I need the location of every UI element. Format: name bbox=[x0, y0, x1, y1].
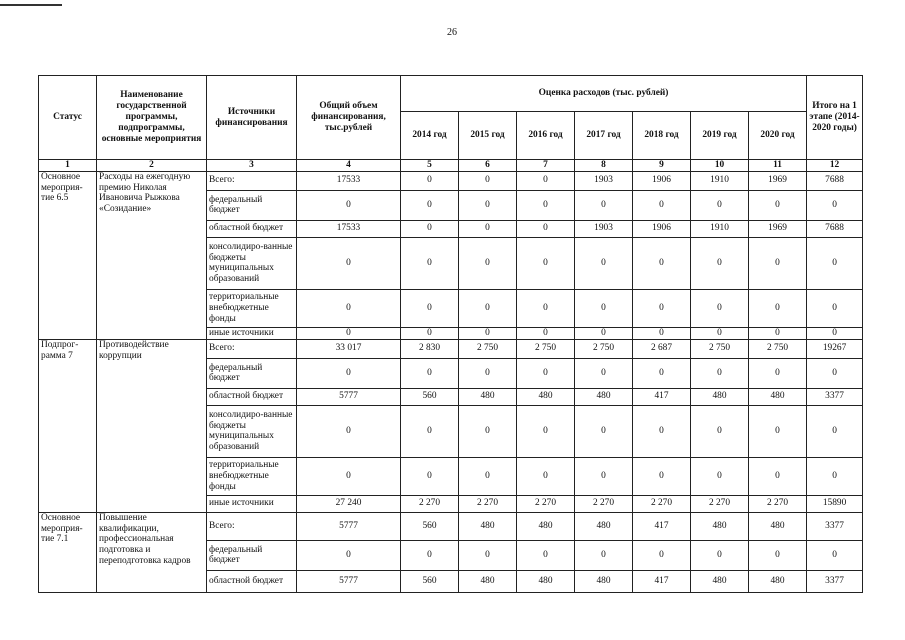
value-cell: 2 270 bbox=[401, 495, 459, 512]
header-year: 2017 год bbox=[575, 112, 633, 160]
value-cell: 0 bbox=[459, 220, 517, 237]
value-cell: 480 bbox=[749, 512, 807, 540]
value-cell: 0 bbox=[575, 457, 633, 495]
source-cell: Всего: bbox=[207, 339, 297, 358]
value-cell: 7688 bbox=[807, 171, 863, 190]
value-cell: 0 bbox=[691, 289, 749, 327]
value-cell: 0 bbox=[633, 327, 691, 339]
header-year: 2019 год bbox=[691, 112, 749, 160]
value-cell: 0 bbox=[691, 540, 749, 570]
value-cell: 1906 bbox=[633, 171, 691, 190]
value-cell: 17533 bbox=[297, 171, 401, 190]
value-cell: 0 bbox=[807, 540, 863, 570]
value-cell: 480 bbox=[575, 512, 633, 540]
value-cell: 0 bbox=[575, 405, 633, 457]
value-cell: 2 270 bbox=[517, 495, 575, 512]
source-cell: Всего: bbox=[207, 171, 297, 190]
measure-name-cell: Расходы на ежегодную премию Николая Ивановича Рыжкова «Созидание» bbox=[97, 171, 207, 339]
header-year: 2016 год bbox=[517, 112, 575, 160]
column-number: 8 bbox=[575, 160, 633, 172]
table-row bbox=[39, 512, 863, 540]
value-cell: 2 270 bbox=[575, 495, 633, 512]
value-cell: 480 bbox=[575, 570, 633, 592]
measure-name-cell: Противодействие коррупции bbox=[97, 339, 207, 512]
value-cell: 480 bbox=[517, 570, 575, 592]
corner-mark bbox=[0, 0, 62, 6]
value-cell: 0 bbox=[459, 540, 517, 570]
value-cell: 0 bbox=[575, 289, 633, 327]
value-cell: 0 bbox=[691, 358, 749, 388]
status-cell: Основное мероприя-тие 6.5 bbox=[39, 171, 97, 339]
value-cell: 0 bbox=[297, 405, 401, 457]
column-number: 2 bbox=[97, 160, 207, 172]
value-cell: 0 bbox=[633, 289, 691, 327]
value-cell: 0 bbox=[401, 237, 459, 289]
value-cell: 0 bbox=[401, 358, 459, 388]
value-cell: 0 bbox=[807, 289, 863, 327]
value-cell: 2 750 bbox=[749, 339, 807, 358]
value-cell: 0 bbox=[691, 237, 749, 289]
value-cell: 0 bbox=[401, 190, 459, 220]
header-year: 2015 год bbox=[459, 112, 517, 160]
value-cell: 0 bbox=[691, 405, 749, 457]
value-cell: 0 bbox=[517, 540, 575, 570]
value-cell: 1969 bbox=[749, 171, 807, 190]
value-cell: 0 bbox=[459, 190, 517, 220]
source-cell: федеральный бюджет bbox=[207, 540, 297, 570]
value-cell: 480 bbox=[459, 512, 517, 540]
value-cell: 2 830 bbox=[401, 339, 459, 358]
column-number: 1 bbox=[39, 160, 97, 172]
value-cell: 0 bbox=[459, 289, 517, 327]
value-cell: 0 bbox=[517, 289, 575, 327]
value-cell: 2 270 bbox=[459, 495, 517, 512]
value-cell: 0 bbox=[691, 457, 749, 495]
value-cell: 0 bbox=[401, 540, 459, 570]
value-cell: 1969 bbox=[749, 220, 807, 237]
source-cell: консолидиро-ванные бюджеты муниципальных образований bbox=[207, 405, 297, 457]
value-cell: 0 bbox=[807, 358, 863, 388]
value-cell: 0 bbox=[807, 327, 863, 339]
source-cell: федеральный бюджет bbox=[207, 190, 297, 220]
value-cell: 0 bbox=[575, 190, 633, 220]
value-cell: 1910 bbox=[691, 220, 749, 237]
value-cell: 0 bbox=[749, 190, 807, 220]
source-cell: областной бюджет bbox=[207, 388, 297, 405]
value-cell: 0 bbox=[297, 289, 401, 327]
value-cell: 480 bbox=[517, 388, 575, 405]
column-number: 12 bbox=[807, 160, 863, 172]
value-cell: 2 750 bbox=[459, 339, 517, 358]
status-cell: Основное мероприя-тие 7.1 bbox=[39, 512, 97, 592]
value-cell: 560 bbox=[401, 570, 459, 592]
header-status: Статус bbox=[39, 76, 97, 160]
value-cell: 480 bbox=[691, 570, 749, 592]
table-row bbox=[39, 339, 863, 358]
value-cell: 480 bbox=[749, 388, 807, 405]
value-cell: 480 bbox=[459, 388, 517, 405]
value-cell: 480 bbox=[691, 388, 749, 405]
value-cell: 0 bbox=[517, 405, 575, 457]
column-number: 7 bbox=[517, 160, 575, 172]
value-cell: 0 bbox=[459, 171, 517, 190]
source-cell: консолидиро-ванные бюджеты муниципальных образований bbox=[207, 237, 297, 289]
value-cell: 5777 bbox=[297, 512, 401, 540]
status-cell: Подпрог-рамма 7 bbox=[39, 339, 97, 512]
value-cell: 19267 bbox=[807, 339, 863, 358]
value-cell: 1903 bbox=[575, 171, 633, 190]
value-cell: 27 240 bbox=[297, 495, 401, 512]
value-cell: 0 bbox=[401, 171, 459, 190]
value-cell: 0 bbox=[517, 327, 575, 339]
value-cell: 0 bbox=[517, 220, 575, 237]
header-sources: Источники финансирования bbox=[207, 76, 297, 160]
value-cell: 2 270 bbox=[633, 495, 691, 512]
column-number: 9 bbox=[633, 160, 691, 172]
value-cell: 417 bbox=[633, 512, 691, 540]
value-cell: 0 bbox=[691, 190, 749, 220]
value-cell: 0 bbox=[633, 237, 691, 289]
measure-name-cell: Повышение квалификации, профессиональная подготовка и переподготовка кадров bbox=[97, 512, 207, 592]
value-cell: 3377 bbox=[807, 388, 863, 405]
value-cell: 0 bbox=[575, 237, 633, 289]
header-stage-total: Итого на 1 этапе (2014-2020 годы) bbox=[807, 76, 863, 160]
source-cell: областной бюджет bbox=[207, 220, 297, 237]
column-number: 4 bbox=[297, 160, 401, 172]
column-number: 5 bbox=[401, 160, 459, 172]
value-cell: 0 bbox=[401, 457, 459, 495]
value-cell: 417 bbox=[633, 570, 691, 592]
value-cell: 0 bbox=[691, 327, 749, 339]
value-cell: 0 bbox=[633, 457, 691, 495]
value-cell: 3377 bbox=[807, 512, 863, 540]
value-cell: 2 687 bbox=[633, 339, 691, 358]
header-year: 2018 год bbox=[633, 112, 691, 160]
value-cell: 2 750 bbox=[517, 339, 575, 358]
value-cell: 0 bbox=[575, 327, 633, 339]
value-cell: 560 bbox=[401, 388, 459, 405]
header-name: Наименование государственной программы, подпрограммы, основные мероприятия bbox=[97, 76, 207, 160]
value-cell: 0 bbox=[517, 237, 575, 289]
value-cell: 5777 bbox=[297, 570, 401, 592]
value-cell: 0 bbox=[459, 457, 517, 495]
value-cell: 0 bbox=[401, 327, 459, 339]
value-cell: 0 bbox=[749, 540, 807, 570]
value-cell: 480 bbox=[749, 570, 807, 592]
value-cell: 480 bbox=[517, 512, 575, 540]
value-cell: 0 bbox=[575, 358, 633, 388]
value-cell: 33 017 bbox=[297, 339, 401, 358]
header-year: 2014 год bbox=[401, 112, 459, 160]
value-cell: 0 bbox=[807, 405, 863, 457]
column-number: 6 bbox=[459, 160, 517, 172]
page-number: 26 bbox=[447, 27, 457, 38]
source-cell: иные источники bbox=[207, 495, 297, 512]
value-cell: 1910 bbox=[691, 171, 749, 190]
value-cell: 2 270 bbox=[749, 495, 807, 512]
value-cell: 1903 bbox=[575, 220, 633, 237]
header-estimate: Оценка расходов (тыс. рублей) bbox=[401, 76, 807, 112]
value-cell: 0 bbox=[749, 358, 807, 388]
table-row bbox=[39, 171, 863, 190]
financing-table bbox=[38, 75, 863, 593]
source-cell: Всего: bbox=[207, 512, 297, 540]
source-cell: иные источники bbox=[207, 327, 297, 339]
value-cell: 0 bbox=[297, 237, 401, 289]
value-cell: 0 bbox=[633, 405, 691, 457]
column-number: 10 bbox=[691, 160, 749, 172]
value-cell: 0 bbox=[749, 289, 807, 327]
value-cell: 0 bbox=[517, 358, 575, 388]
value-cell: 0 bbox=[517, 171, 575, 190]
value-cell: 0 bbox=[297, 327, 401, 339]
value-cell: 0 bbox=[575, 540, 633, 570]
value-cell: 0 bbox=[633, 540, 691, 570]
value-cell: 480 bbox=[575, 388, 633, 405]
value-cell: 0 bbox=[807, 457, 863, 495]
value-cell: 417 bbox=[633, 388, 691, 405]
value-cell: 2 750 bbox=[691, 339, 749, 358]
value-cell: 0 bbox=[401, 220, 459, 237]
value-cell: 0 bbox=[749, 405, 807, 457]
value-cell: 3377 bbox=[807, 570, 863, 592]
header-year: 2020 год bbox=[749, 112, 807, 160]
value-cell: 0 bbox=[807, 237, 863, 289]
value-cell: 0 bbox=[297, 190, 401, 220]
header-total: Общий объем финансирования, тыс.рублей bbox=[297, 76, 401, 160]
value-cell: 0 bbox=[633, 358, 691, 388]
value-cell: 17533 bbox=[297, 220, 401, 237]
value-cell: 0 bbox=[459, 405, 517, 457]
value-cell: 0 bbox=[517, 457, 575, 495]
column-number: 11 bbox=[749, 160, 807, 172]
source-cell: федеральный бюджет bbox=[207, 358, 297, 388]
value-cell: 2 270 bbox=[691, 495, 749, 512]
value-cell: 0 bbox=[297, 358, 401, 388]
value-cell: 0 bbox=[297, 457, 401, 495]
value-cell: 0 bbox=[459, 237, 517, 289]
value-cell: 0 bbox=[401, 289, 459, 327]
value-cell: 7688 bbox=[807, 220, 863, 237]
value-cell: 560 bbox=[401, 512, 459, 540]
value-cell: 0 bbox=[807, 190, 863, 220]
value-cell: 0 bbox=[459, 358, 517, 388]
value-cell: 5777 bbox=[297, 388, 401, 405]
source-cell: территориальные внебюджетные фонды bbox=[207, 457, 297, 495]
value-cell: 2 750 bbox=[575, 339, 633, 358]
value-cell: 0 bbox=[749, 327, 807, 339]
value-cell: 480 bbox=[459, 570, 517, 592]
value-cell: 1906 bbox=[633, 220, 691, 237]
value-cell: 0 bbox=[749, 237, 807, 289]
value-cell: 480 bbox=[691, 512, 749, 540]
value-cell: 0 bbox=[459, 327, 517, 339]
source-cell: территориальные внебюджетные фонды bbox=[207, 289, 297, 327]
value-cell: 0 bbox=[517, 190, 575, 220]
column-number: 3 bbox=[207, 160, 297, 172]
value-cell: 15890 bbox=[807, 495, 863, 512]
value-cell: 0 bbox=[749, 457, 807, 495]
value-cell: 0 bbox=[633, 190, 691, 220]
value-cell: 0 bbox=[297, 540, 401, 570]
source-cell: областной бюджет bbox=[207, 570, 297, 592]
value-cell: 0 bbox=[401, 405, 459, 457]
